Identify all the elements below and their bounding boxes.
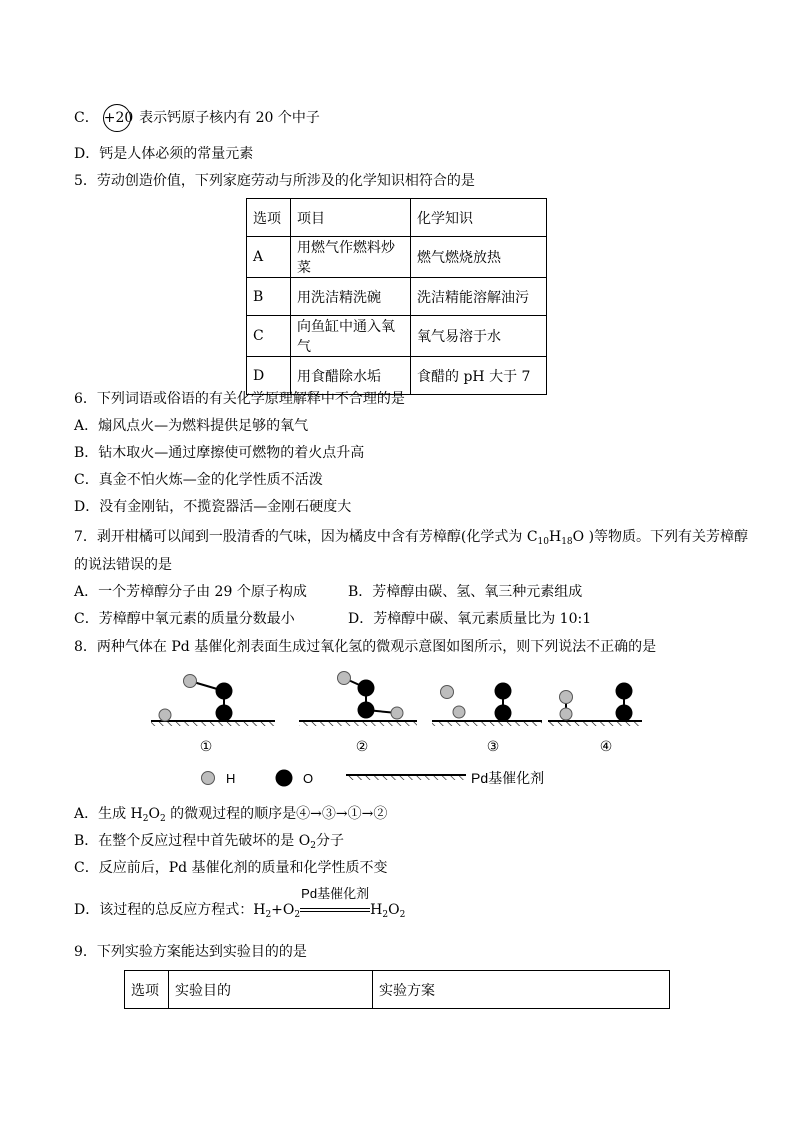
subscript: 2 [382, 910, 389, 920]
table-cell: B [247, 278, 291, 316]
q7-stem-text: 7．剥开柑橘可以闻到一股清香的气味，因为橘皮中含有芳樟醇(化学式为 C [74, 529, 538, 545]
q4-option-c-label: C． [74, 110, 99, 126]
q7-stem [74, 527, 748, 547]
q8-stem: 8．两种气体在 Pd 基催化剂表面生成过氧化氢的微观示意图如图所示，则下列说法不正确的是 [74, 639, 657, 655]
q9-table [124, 970, 670, 1009]
q7-option-c: C．芳樟醇中氧元素的质量分数最小 [74, 611, 295, 627]
table-cell: 用燃气作燃料炒菜 [291, 237, 411, 278]
table-row [247, 316, 547, 357]
catalyst-diagram [0, 665, 794, 795]
q8-option-d-text: O [388, 902, 400, 918]
step-label-3: ③ [486, 739, 500, 755]
table-cell: 燃气燃烧放热 [411, 237, 547, 278]
q7-option-d: D．芳樟醇中碳、氧元素质量比为 10:1 [348, 611, 592, 627]
subscript: 2 [160, 814, 166, 824]
subscript: 2 [142, 814, 149, 824]
q6-option-d: D．没有金刚钻，不揽瓷器活—金刚石硬度大 [74, 499, 352, 515]
table-header: 化学知识 [411, 199, 547, 237]
q7-stem-line2: 的说法错误的是 [74, 557, 172, 573]
table-row [247, 199, 547, 237]
table-header: 选项 [247, 199, 291, 237]
legend-o-label: O [303, 771, 314, 786]
q6-option-c: C．真金不怕火炼—金的化学性质不活泼 [74, 472, 323, 488]
table-row [125, 971, 670, 1009]
q8-option-d-text: D．该过程的总反应方程式：H [74, 902, 266, 918]
table-cell: 用食醋除水垢 [291, 357, 411, 395]
q9-stem: 9．下列实验方案能达到实验目的的是 [74, 944, 307, 960]
step-1-panel [151, 675, 275, 727]
table-cell: C [247, 316, 291, 357]
q7-stem-text: O )等物质。下列有关芳樟醇 [572, 529, 749, 545]
q8-option-b-text: 分子 [315, 833, 344, 849]
reaction-condition: Pd基催化剂 [301, 886, 370, 901]
q5-stem: 5．劳动创造价值，下列家庭劳动与所涉及的化学知识相符合的是 [74, 173, 475, 189]
q8-option-a-text: 的微观过程的顺序是④→③→①→② [165, 806, 388, 822]
table-cell: 食醋的 pH 大于 7 [411, 357, 547, 395]
table-header: 实验方案 [373, 971, 670, 1009]
q4-option-c [74, 104, 320, 132]
q8-option-d-text: +O [271, 902, 295, 918]
q7-option-b: B．芳樟醇由碳、氢、氧三种元素组成 [348, 584, 583, 600]
table-cell: D [247, 357, 291, 395]
subscript: 2 [399, 910, 406, 920]
q7-option-a: A．一个芳樟醇分子由 29 个原子构成 [74, 584, 307, 600]
q8-option-a [74, 804, 387, 824]
q8-option-c: C．反应前后，Pd 基催化剂的质量和化学性质不变 [74, 860, 388, 876]
q6-option-a: A．煽风点火—为燃料提供足够的氧气 [74, 418, 309, 434]
legend-h-label: H [226, 771, 236, 786]
step-3-panel [432, 683, 542, 727]
table-cell: 氧气易溶于水 [411, 316, 547, 357]
table-header: 选项 [125, 971, 169, 1009]
step-2-panel [299, 672, 417, 727]
step-label-2: ② [355, 739, 369, 755]
q6-option-b: B．钻木取火—通过摩擦使可燃物的着火点升高 [74, 445, 365, 461]
table-cell: 用洗洁精洗碗 [291, 278, 411, 316]
subscript: 2 [310, 841, 316, 851]
q8-option-b-text: B．在整个反应过程中首先破坏的是 O [74, 833, 311, 849]
legend-catalyst-label: Pd基催化剂 [471, 770, 545, 786]
q8-option-d-text: H [370, 902, 383, 918]
table-row [247, 237, 547, 278]
subscript: 2 [294, 910, 301, 920]
o-atom-icon [276, 770, 293, 787]
q8-option-d [74, 886, 406, 920]
subscript: 18 [561, 537, 573, 547]
subscript: 10 [537, 537, 549, 547]
table-cell: 洗洁精能溶解油污 [411, 278, 547, 316]
table-row [247, 278, 547, 316]
q5-table [246, 198, 547, 395]
q8-option-b [74, 831, 344, 851]
q7-stem-text: H [548, 529, 562, 545]
q4-option-d: D．钙是人体必须的常量元素 [74, 146, 254, 162]
q6-stem: 6．下列词语或俗语的有关化学原理解释中不合理的是 [74, 391, 405, 407]
subscript: 2 [265, 910, 272, 920]
reaction-arrow [300, 886, 370, 920]
q8-option-a-text: O [148, 806, 160, 822]
q8-option-a-text: A．生成 H [74, 806, 143, 822]
diagram-legend [202, 770, 545, 787]
table-cell: A [247, 237, 291, 278]
table-header: 实验目的 [169, 971, 373, 1009]
q4-option-c-text: 表示钙原子核内有 20 个中子 [139, 110, 320, 126]
ion-charge-circle: +20 [103, 104, 131, 132]
step-label-4: ④ [599, 739, 613, 755]
table-header: 项目 [291, 199, 411, 237]
table-cell: 向鱼缸中通入氧气 [291, 316, 411, 357]
step-label-1: ① [199, 739, 213, 755]
step-4-panel [548, 683, 642, 727]
h-atom-icon [202, 772, 215, 785]
